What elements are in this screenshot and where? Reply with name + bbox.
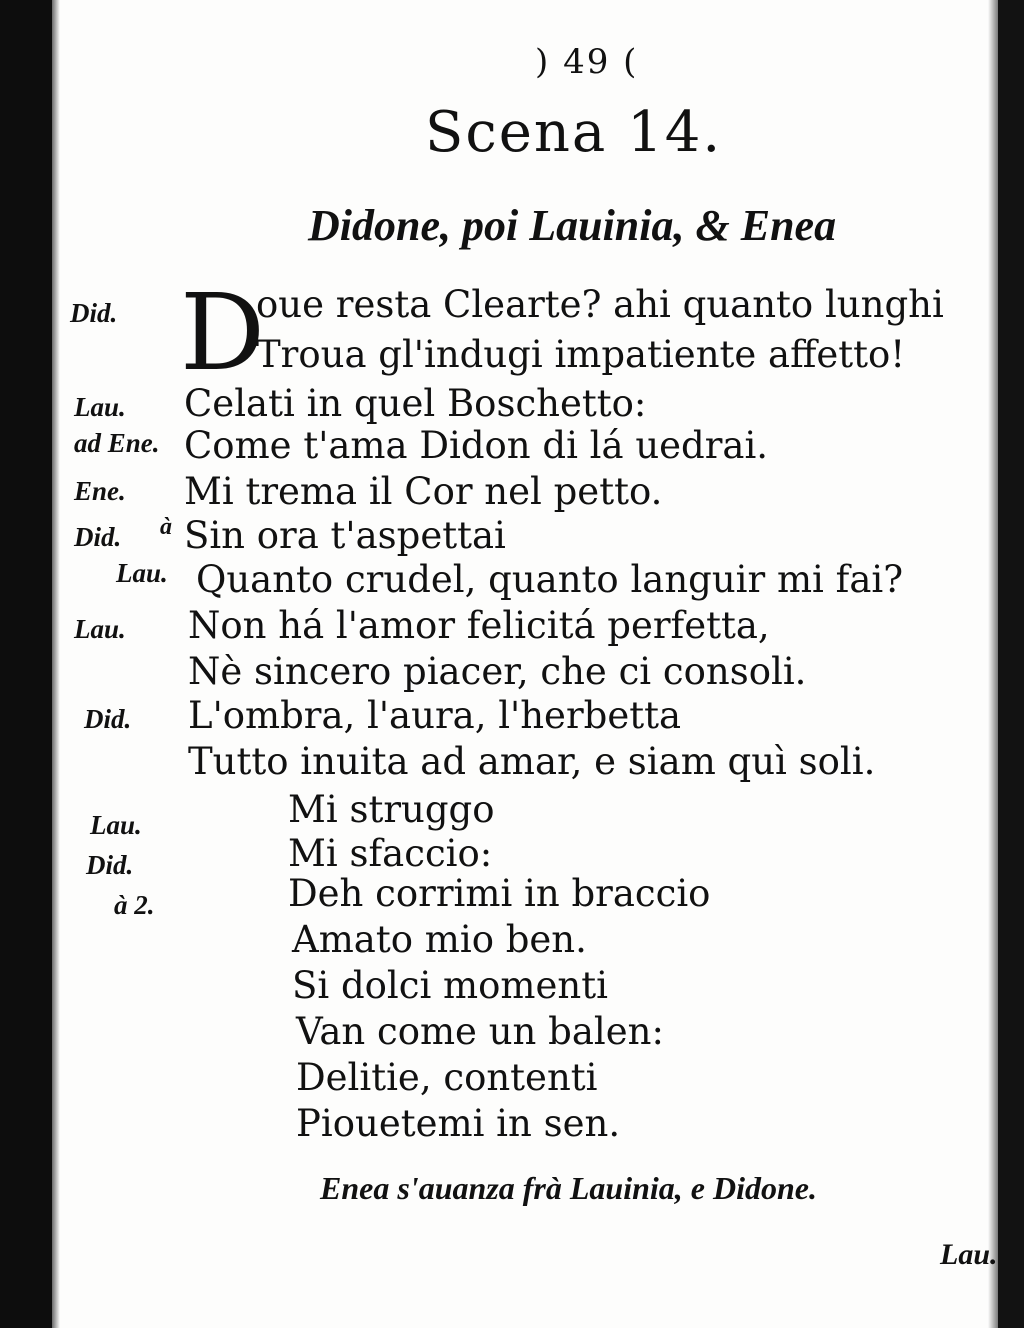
stage-direction: Enea s'auanza frà Lauinia, e Didone. (320, 1170, 817, 1206)
scene-title: Scena 14. (425, 100, 723, 165)
scene-characters: Didone, poi Lauinia, & Enea (308, 201, 837, 250)
verse-line: Delitie, contenti (296, 1056, 598, 1099)
verse-line: Tutto inuita ad amar, e siam quì soli. (188, 740, 876, 783)
speaker-label: Did. (86, 850, 134, 880)
speaker-label: Did. (70, 298, 118, 328)
verse-line: Nè sincero piacer, che ci consoli. (188, 650, 807, 693)
speaker-label: Lau. (90, 810, 142, 840)
verse-line: Piouetemi in sen. (296, 1102, 621, 1145)
verse-line: Quanto crudel, quanto languir mi fai? (196, 558, 904, 601)
speaker-label: Did. (74, 522, 122, 552)
speaker-label: ad Ene. (74, 428, 160, 458)
speaker-label: Lau. (74, 392, 126, 422)
catchword: Lau. (940, 1238, 998, 1271)
verse-line: Troua gl'indugi impatiente affetto! (256, 333, 906, 376)
verse-line: Non há l'amor felicitá perfetta, (188, 604, 770, 647)
verse-line: Come t'ama Didon di lá uedrai. (184, 424, 769, 467)
drop-cap: D (180, 271, 265, 394)
speaker-label: à 2. (114, 890, 155, 920)
speaker-label: Lau. (116, 558, 168, 588)
speaker-label: Did. (84, 704, 132, 734)
scan-edge-left (0, 0, 52, 1328)
verse-line: Mi struggo (288, 788, 495, 831)
verse-line: Van come un balen: (296, 1010, 664, 1053)
aside-marker: à (160, 514, 172, 540)
verse-line: Celati in quel Boschetto: (184, 382, 647, 425)
speaker-label: Lau. (74, 614, 126, 644)
verse-line: Si dolci momenti (292, 964, 608, 1007)
verse-line: Mi sfaccio: (288, 832, 493, 875)
verse-line: Sin ora t'aspettai (184, 514, 506, 557)
speaker-label: Ene. (74, 476, 126, 506)
verse-line: Amato mio ben. (292, 918, 587, 961)
verse-line: L'ombra, l'aura, l'herbetta (188, 694, 682, 737)
page-number: ) 49 ( (535, 42, 639, 82)
verse-line: Deh corrimi in braccio (288, 872, 711, 915)
scan-edge-right (998, 0, 1024, 1328)
verse-line: oue resta Clearte? ahi quanto lunghi (256, 283, 944, 326)
verse-line: Mi trema il Cor nel petto. (184, 470, 663, 513)
